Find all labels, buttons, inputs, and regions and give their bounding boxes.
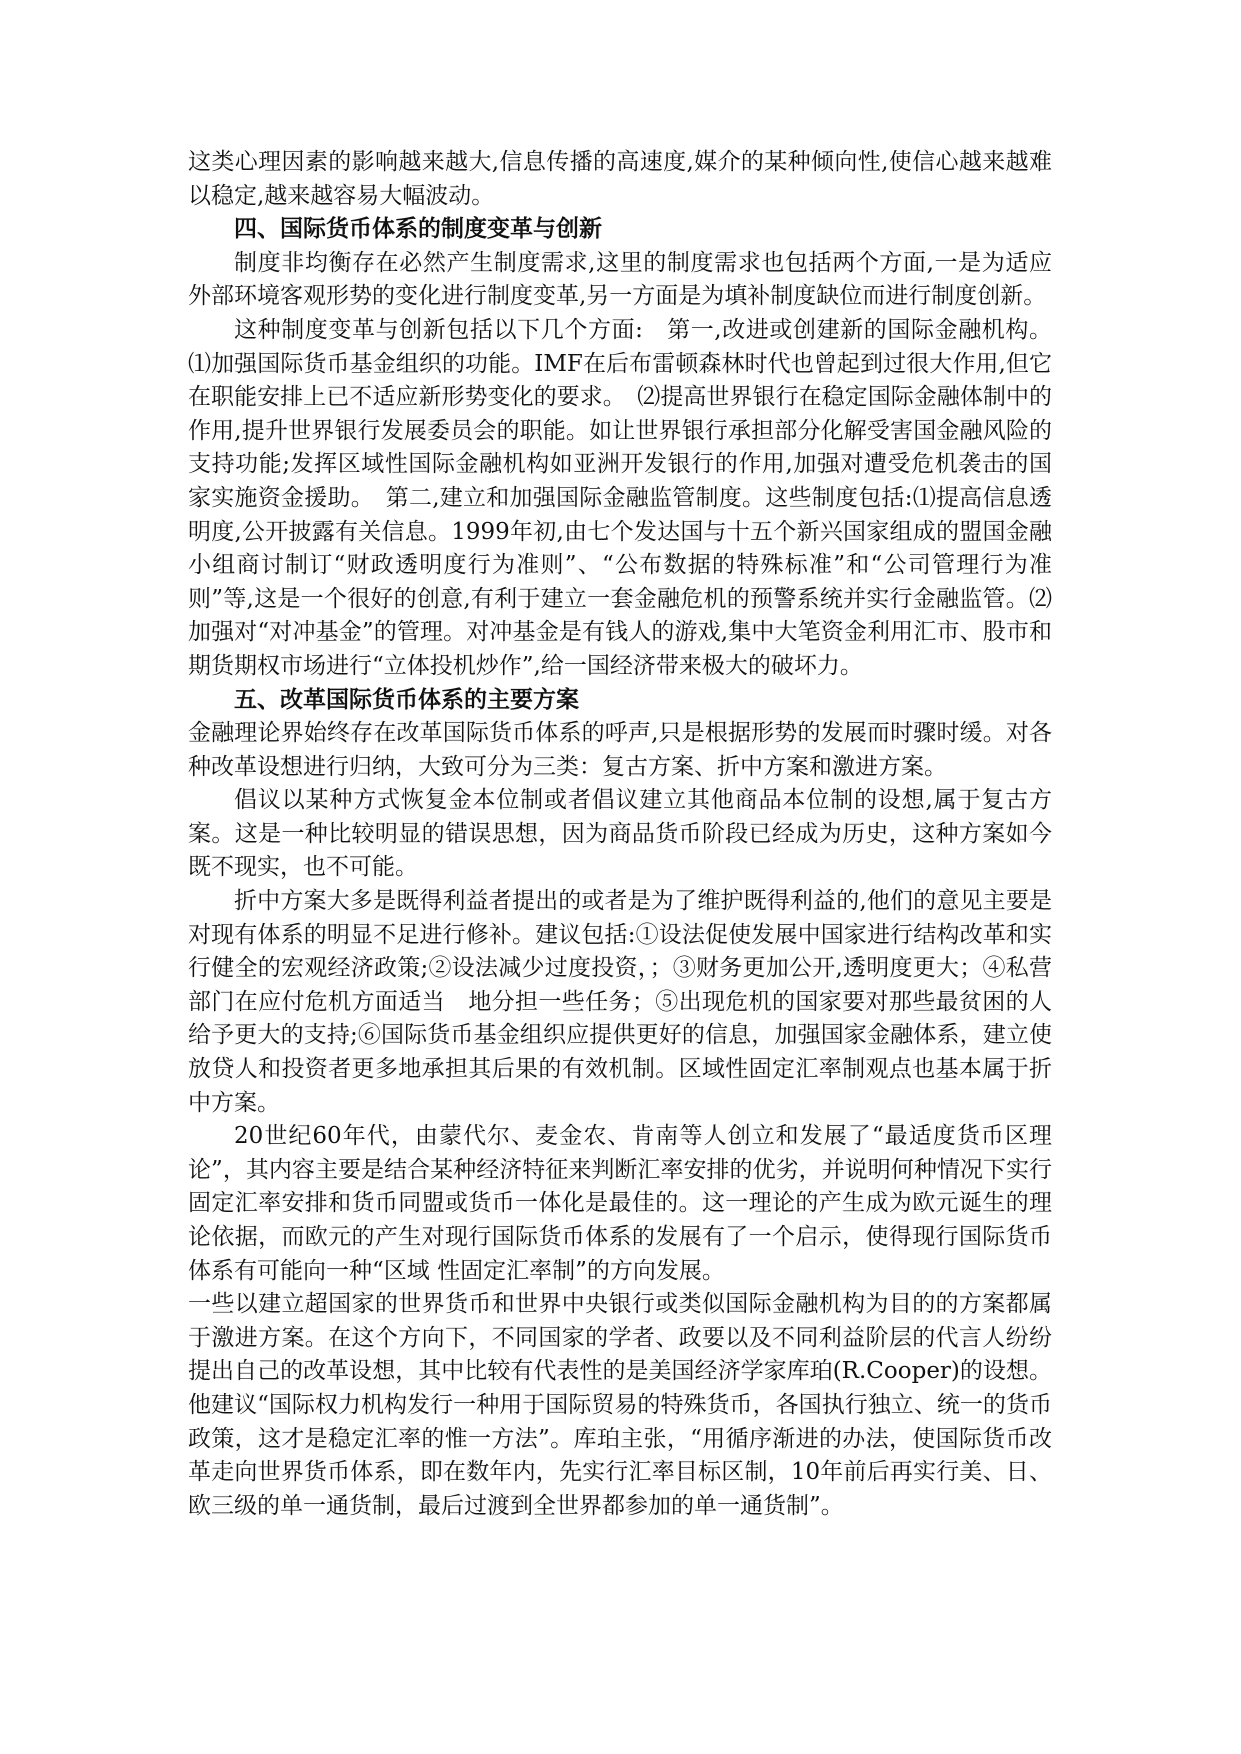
paragraph-radical-plan: 一些以建立超国家的世界货币和世界中央银行或类似国际金融机构为目的的方案都属于激进方案。在这个方向下，不同国家的学者、政要以及不同利益阶层的代言人纷纷提出自己的改革设想，其中比较有代表性的是美国经济学家库珀(R.Cooper)的设想。他建议“国际权力机构发行一种用于国际贸易的特殊货币，各国执行独立、统一的货币政策，这才是稳定汇率的惟一方法”。库珀主张，“用循序渐进的办法，使国际货币改革走向世界货币体系，即在数年内，先实行汇率目标区制，10年前后再实行美、日、欧三级的单一通货制，最后过渡到全世界都参加的单一通货制”。 — [188, 1291, 1052, 1519]
paragraph-optimum-currency-area: 20世纪60年代，由蒙代尔、麦金农、肯南等人创立和发展了“最适度货币区理论”，其内容主要是结合某种经济特征来判断汇率安排的优劣，并说明何种情况下实行固定汇率安排和货币同盟或货币一体化是最佳的。这一理论的产生成为欧元诞生的理论依据，而欧元的产生对现行国际货币体系的发展有了一个启示，使得现行国际货币体系有可能向一种“区域 性固定汇率制”的方向发展。 — [188, 1123, 1052, 1284]
paragraph-reform-aspects: 这种制度变革与创新包括以下几个方面: 第一,改进或创建新的国际金融机构。⑴加强国际货币基金组织的功能。IMF在后布雷顿森林时代也曾起到过很大作用,但它在职能安排上已不适应新形势变化的要求。 ⑵提高世界银行在稳定国际金融体制中的作用,提升世界银行发展委员会的职能。如让世界银行承担部分化解受害国金融风险的支持功能;发挥区域性国际金融机构如亚洲开发银行的作用,加强对遭受危机袭击的国家实施资金援助。 第二,建立和加强国际金融监管制度。这些制度包括:⑴提高信息透明度,公开披露有关信息。1999年初,由七个发达国与十五个新兴国家组成的盟国金融小组商讨制订“财政透明度行为准则”、“公布数据的特殊标准”和“公司管理行为准则”等,这是一个很好的创意,有利于建立一套金融危机的预警系统并实行金融监管。⑵加强对“对冲基金”的管理。对冲基金是有钱人的游戏,集中大笔资金利用汇市、股市和期货期权市场进行“立体投机炒作”,给一国经济带来极大的破坏力。 — [188, 316, 1052, 679]
paragraph-restoration-plan: 倡议以某种方式恢复金本位制或者倡议建立其他商品本位制的设想,属于复古方案。这是一种比较明显的错误思想，因为商品货币阶段已经成为历史，这种方案如今既不现实，也不可能。 — [188, 787, 1052, 881]
paragraph-compromise-plan: 折中方案大多是既得利益者提出的或者是为了维护既得利益的,他们的意见主要是对现有体系的明显不足进行修补。建议包括:①设法促使发展中国家进行结构改革和实行健全的宏观经济政策;②设法减少过度投资，；③财务更加公开,透明度更大；④私营部门在应付危机方面适当 地分担一些任务；⑤出现危机的国家要对那些最贫困的人给予更大的支持;⑥国际货币基金组织应提供更好的信息，加强国家金融体系，建立使放贷人和投资者更多地承担其后果的有效机制。区域性固定汇率制观点也基本属于折中方案。 — [188, 888, 1052, 1116]
section-heading-5: 五、改革国际货币体系的主要方案 — [234, 686, 579, 713]
paragraph-reform-categories: 金融理论界始终存在改革国际货币体系的呼声,只是根据形势的发展而时骤时缓。对各种改革设想进行归纳，大致可分为三类：复古方案、折中方案和激进方案。 — [188, 720, 1052, 780]
document-page — [188, 146, 1052, 1523]
paragraph-institutional-demand: 制度非均衡存在必然产生制度需求,这里的制度需求也包括两个方面,一是为适应外部环境客观形势的变化进行制度变革,另一方面是为填补制度缺位而进行制度创新。 — [188, 249, 1052, 310]
section-heading-4: 四、国际货币体系的制度变革与创新 — [234, 216, 602, 243]
paragraph-psychology-factors: 这类心理因素的影响越来越大,信息传播的高速度,媒介的某种倾向性,使信心越来越难以稳定,越来越容易大幅波动。 — [188, 149, 1052, 209]
